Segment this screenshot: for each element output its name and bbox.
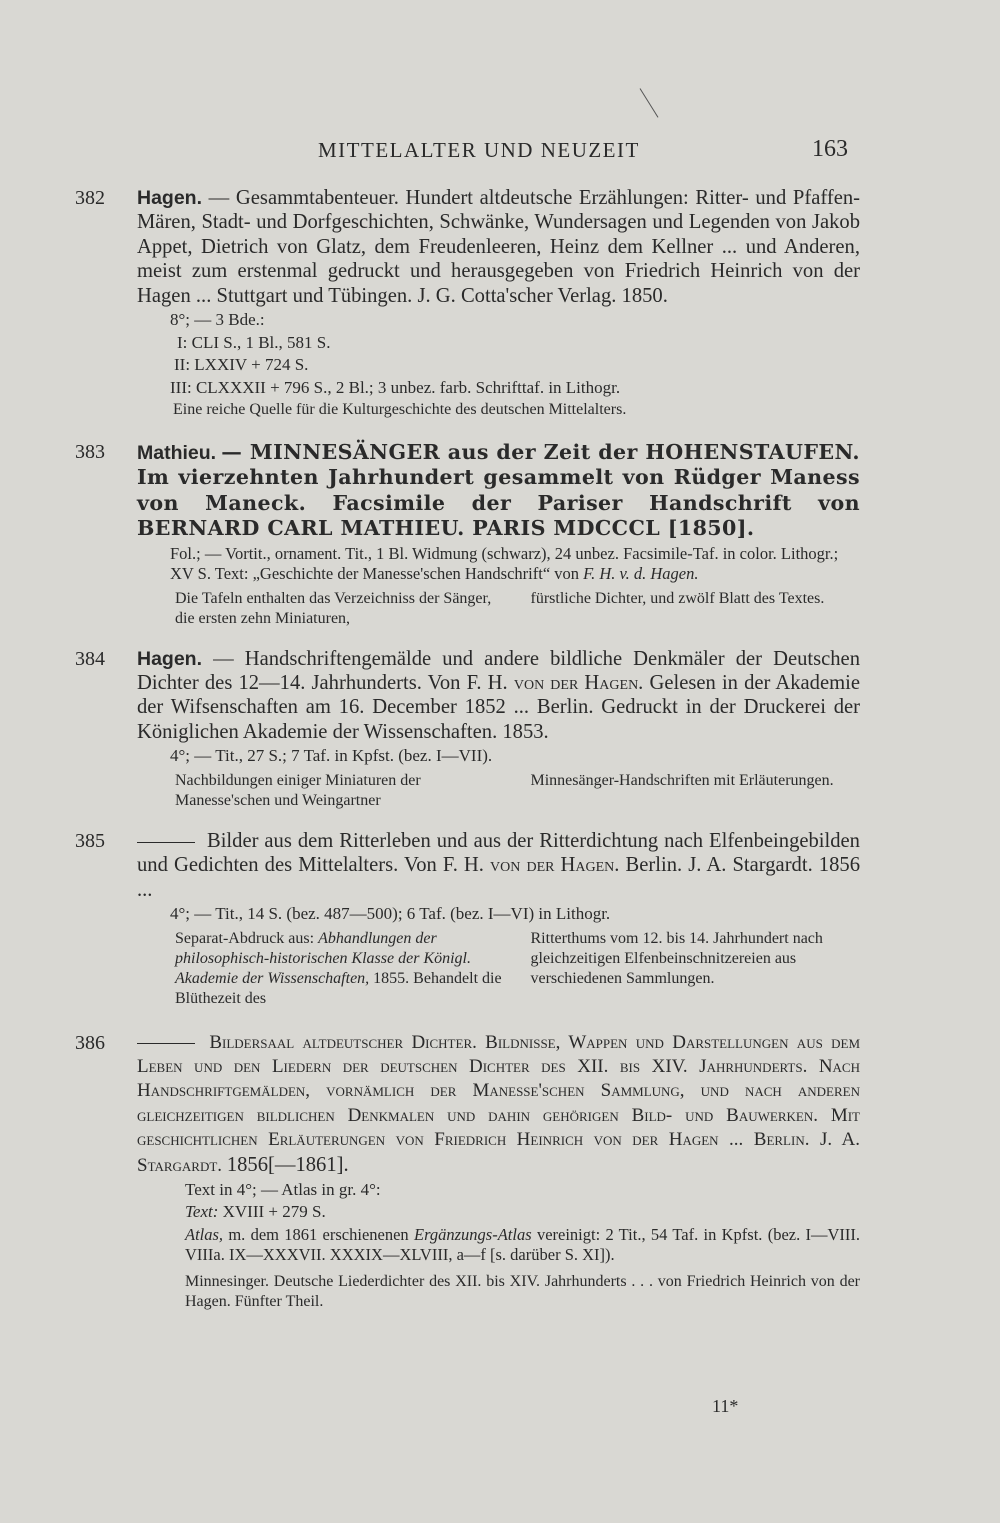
- entry-title: — Handschriftengemälde und andere bildliche Denkmäler der Deutschen Dichter des 12—14. Jahrhunderts. Von F. H.: [137, 647, 860, 695]
- annotation-text: 1855. Behandelt die Blüthezeit des: [175, 969, 502, 1007]
- entry-note: Eine reiche Quelle für die Kulturgeschichte des deutschen Mittelalters.: [173, 401, 627, 419]
- entry-detail: II: LXXIV + 724 S.: [174, 355, 309, 375]
- ditto-rule: [137, 842, 195, 843]
- entry-detail: vereinigt: 2 Tit., 54 Taf. in Kpfst. (bez. I—VIII. VIIIa. IX—XXXVII. XXXIX—XLVIII, a—f [s. darüber S. XI]).: [185, 1224, 861, 1265]
- entry-detail-italic: Text:: [185, 1202, 219, 1222]
- annotation-left: [175, 929, 505, 1009]
- entry-detail: I: CLI S., 1 Bl., 581 S.: [177, 332, 331, 352]
- entry-detail: III: CLXXXII + 796 S., 2 Bl.; 3 unbez. farb. Schrifttaf. in Lithogr.: [170, 377, 621, 397]
- annotation-right: Ritterthums vom 12. bis 14. Jahrhundert nach gleichzeitigen Elfenbeinschnitzereien aus verschiedenen Sammlungen.: [530, 929, 823, 987]
- running-header: [318, 138, 858, 163]
- entry-number: 386: [75, 1031, 105, 1054]
- entry-number: 382: [75, 187, 105, 209]
- entry-number: 384: [75, 647, 105, 670]
- annotation-columns: [75, 929, 860, 1009]
- page-number: 163: [812, 136, 848, 162]
- entry-author-smallcaps: von der Hagen.: [513, 672, 644, 695]
- annotation-columns: [75, 771, 860, 811]
- entry-detail: Text in 4°; — Atlas in gr. 4°:: [185, 1179, 381, 1199]
- catalog-entries: [75, 186, 860, 1326]
- entry-title: Bilder aus dem Ritterleben und aus der Ritterdichtung nach Elfenbeingebilden und Gedichten des Mittelalters. Von F. H.: [137, 829, 860, 877]
- entry-detail: 4°; — Tit., 14 S. (bez. 487—500); 6 Taf. (bez. I—VI) in Lithogr.: [170, 904, 611, 923]
- entry-detail: Fol.; — Vortit., ornament. Tit., 1 Bl. Widmung (schwarz), 24 unbez. Facsimile-Taf. in color. Lithogr.; XV S. Text: „Geschichte der Manesse'schen Handschrift“ von: [170, 543, 839, 584]
- entry-author: Mathieu.: [137, 442, 217, 465]
- annotation-columns: [75, 589, 860, 629]
- entry-number: 383: [75, 441, 105, 464]
- entry-detail-italic: F. H. v. d. Hagen.: [583, 564, 699, 584]
- signature-mark: 11*: [712, 1396, 739, 1416]
- annotation-text: Separat-Abdruck aus:: [175, 929, 315, 947]
- annotation-left: Die Tafeln enthalten das Verzeichniss der Sänger, die ersten zehn Miniaturen,: [175, 589, 492, 627]
- entry-detail: XVIII + 279 S.: [222, 1202, 326, 1222]
- entry-title: — Gesammtabenteuer. Hundert altdeutsche Erzählungen: Ritter- und Pfaffen-Mären, Stadt- und Dorfgeschichten, Schwänke, Wundersagen und Legenden von Jakob Appet, Dietrich von Glatz, dem Freudenleeren, Heinz dem Kellner ... und Anderen, meist zum erstenmal gedruckt und herausgegeben von Friedrich Heinrich von der Hagen ... Stuttgart und Tübingen. J. G. Cotta'scher Verlag. 1850.: [137, 187, 860, 307]
- entry-date: 1856[—1861].: [226, 1153, 349, 1176]
- entry-author-smallcaps: von der Hagen.: [490, 854, 620, 877]
- annotation-left: Nachbildungen einiger Miniaturen der Manesse'schen und Weingartner: [175, 771, 421, 809]
- entry-imprint: Berlin. J. A. Stargardt. 1856 ...: [137, 854, 860, 901]
- entry-383: [75, 440, 860, 629]
- entry-title-smallcaps: Bildersaal altdeutscher Dichter. Bildnisse, Wappen und Darstellungen aus dem Leben und den Liedern der deutschen Dichter des XII. bis XIV. Jahrhunderts. Nach Handschriftgemälden, vornämlich der Manesse'schen Sammlung, und nach anderen gleichzeitigen bildlichen Denkmalen und dahin gehörigen Bild- und Bauwerken. Mit geschichtlichen Erläuterungen von Friedrich Heinrich von der Hagen ... Berlin. J. A. Stargardt.: [137, 1031, 861, 1176]
- entry-note: Minnesinger. Deutsche Liederdichter des XII. bis XIV. Jahrhunderts . . . von Friedrich Heinrich von der Hagen. Fünfter Theil.: [185, 1272, 860, 1310]
- pencil-mark: [640, 88, 659, 117]
- entry-385: [75, 829, 860, 1009]
- entry-detail: m. dem 1861 erschienenen: [228, 1224, 409, 1244]
- entry-386: [75, 1031, 860, 1312]
- entry-384: [75, 647, 860, 811]
- entry-382: [75, 186, 860, 420]
- entry-author: Hagen.: [137, 647, 203, 670]
- entry-imprint: Gelesen in der Akademie der Wifsenschaften am 16. December 1852 ... Berlin. Gedruckt in der Druckerei der Königlichen Akademie der Wissenschaften. 1853.: [137, 672, 860, 743]
- annotation-right: Minnesänger-Handschriften mit Erläuterungen.: [530, 771, 834, 789]
- entry-detail: 4°; — Tit., 27 S.; 7 Taf. in Kpfst. (bez. I—VII).: [170, 746, 493, 766]
- entry-detail: 8°; — 3 Bde.:: [170, 310, 265, 330]
- entry-title: — MINNESÄNGER aus der Zeit der HOHENSTAUFEN. Im vierzehnten Jahrhundert gesammelt von Rüdger Maness von Maneck. Facsimile der Pariser Handschrift von BERNARD CARL MATHIEU. PARIS MDCCCL [1850].: [137, 440, 860, 541]
- entry-detail-italic: Ergänzungs-Atlas: [413, 1224, 532, 1244]
- entry-author: Hagen.: [137, 187, 203, 209]
- annotation-right: fürstliche Dichter, und zwölf Blatt des Textes.: [530, 589, 825, 607]
- ditto-rule: [137, 1043, 195, 1044]
- annotation-italic: Abhandlungen der philosophisch-historischen Klasse der Königl. Akademie der Wissenschaften,: [175, 929, 471, 987]
- entry-number: 385: [75, 829, 105, 852]
- entry-detail-italic: Atlas,: [185, 1224, 224, 1244]
- header-title: MITTELALTER UND NEUZEIT: [318, 138, 640, 162]
